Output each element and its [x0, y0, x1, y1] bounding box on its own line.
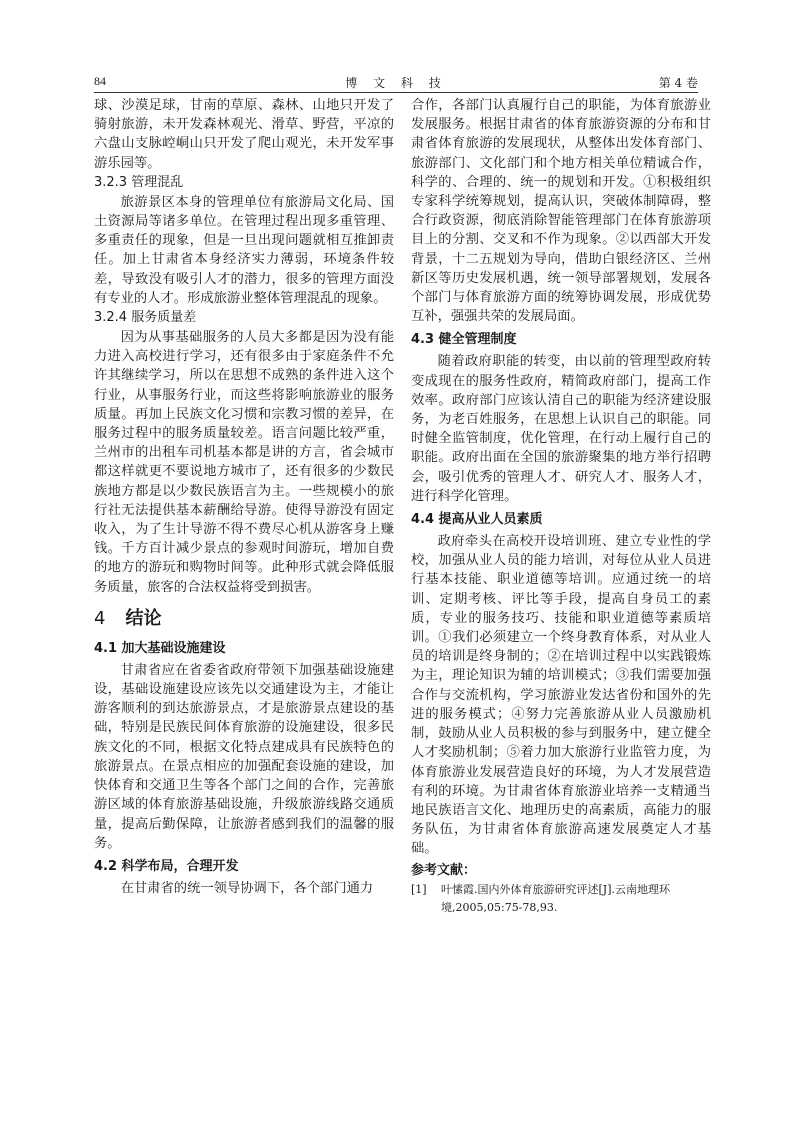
paragraph-layout-start: 在甘肃省的统一领导协调下，各个部门通力: [120, 880, 374, 896]
section-heading-3-2-3: 3.2.3 管理混乱: [94, 174, 184, 190]
running-header: [94, 70, 698, 93]
paragraph-infrastructure: 甘肃省应在省委省政府带领下加强基础设施建设，基础设施建设应该先以交通建设为主，才能让游客顺利的到达旅游景点，才是旅游景点建设的基础，特别是民族民间体育旅游的设施建设，很多民族文化的不同，根据文化特点建成具有民族特色的旅游景点。在景点相应的加强配套设施的建设，加快体育和交通卫生等各个部门之间的合作，完善旅游区域的体育旅游基础设施，升级旅游线路交通质量，提高后勤保障，让旅游者感到我们的温馨的服务。: [94, 662, 394, 851]
section-heading-4-4: 4.4 提高从业人员素质: [411, 512, 543, 528]
page-number: 84: [94, 74, 106, 88]
paragraph-layout-continued: 合作，各部门认真履行自己的职能，为体育旅游业发展服务。根据甘肃省的体育旅游资源的分布和甘肃省体育旅游的发展现状，从整体出发体育部门、旅游部门、文化部门和个地方相关单位精诚合作，科学的、合理的、统一的规划和开发。①积极组织专家科学统筹规划，提高认识，突破体制障碍，整合行政资源，彻底消除智能管理部门在体育旅游项目上的分割、交叉和不作为现象。②以西部大开发背景，十二五规划为导向，借助白银经济区、兰州新区等历史发展机遇，统一领导部署规划，发展各个部门与体育旅游方面的统筹协调发展，形成优势互补，强强共荣的发展局面。: [411, 98, 711, 325]
reference-tag: [1]: [411, 882, 427, 896]
paragraph-management-system: 随着政府职能的转变，由以前的管理型政府转变成现在的服务性政府，精简政府部门，提高工作效率。政府部门应该认清自己的职能为经济建设服务，为老百姓服务，在思想上认识自己的职能。同时健全监管制度，优化管理，在行动上履行自己的职能。政府出面在全国的旅游聚集的地方举行招聘会，吸引优秀的管理人才、研究人才、服务人才，进行科学化管理。: [411, 354, 711, 504]
journal-name: 博 文 科 技: [345, 76, 447, 90]
paragraph-management: 旅游景区本身的管理单位有旅游局文化局、国土资源局等诸多单位。在管理过程出现多重管理、多重责任的现象，但是一旦出现问题就相互推卸责任。加上甘肃省本身经济实力薄弱，环境条件较差，导致没有吸引人才的潜力，很多的管理方面没有专业的人才。形成旅游业整体管理混乱的现象。: [94, 194, 394, 306]
reference-item: [411, 881, 711, 917]
section-number: 4: [94, 607, 106, 629]
right-column: [411, 96, 711, 917]
section-heading-4-1: 4.1 加大基础设施建设: [94, 640, 226, 656]
section-title: 结论: [125, 607, 162, 629]
left-column: [94, 96, 394, 898]
section-heading-4-3: 4.3 健全管理制度: [411, 332, 517, 348]
references-heading: 参考文献：: [411, 862, 477, 878]
paragraph-service-quality: 因为从事基础服务的人员大多都是因为没有能力进入高校进行学习，还有很多由于家庭条件不允许其继续学习，所以在思想不成熟的条件进入这个行业，从事服务行业，而这些将影响旅游业的服务质量。再加上民族文化习惯和宗教习惯的差异，在服务过程中的服务质量较差。语言问题比较严重，兰州市的出租车司机基本都是讲的方言，省会城市都这样就更不要说地方城市了，还有很多的少数民族地方都是以少数民族语言为主。一些规模小的旅行社无法提供基本薪酬给导游。使得导游没有固定收入，为了生计导游不得不费尽心机从游客身上赚钱。千方百计减少景点的参观时间游玩，增加自费的地方的游玩和购物时间等。此种形式就会降低服务质量，旅客的合法权益将受到损害。: [94, 330, 394, 595]
section-heading-3-2-4: 3.2.4 服务质量差: [94, 310, 197, 326]
section-heading-conclusion: [94, 605, 394, 633]
reference-text: 叶愫霞.国内外体育旅游研究评述[J].云南地理环境,2005,05:75-78,93.: [441, 882, 670, 914]
paragraph-staff-quality: 政府牵头在高校开设培训班、建立专业性的学校，加强从业人员的能力培训，对每位从业人员进行基本技能、职业道德等培训。应通过统一的培训、定期考核、评比等手段，提高自身员工的素质，专业的服务技巧、技能和职业道德等素质培训。①我们必须建立一个终身教育体系，对从业人员的培训是终身制的；②在培训过程中以实践锻炼为主，理论知识为辅的培训模式；③我们需要加强合作与交流机构，学习旅游业发达省份和国外的先进的服务模式；④努力完善旅游从业人员激励机制，鼓励从业人员积极的参与到服务中，建立健全人才奖励机制；⑤着力加大旅游行业监管力度，为体育旅游业发展营造良好的环境，为人才发展营造有利的环境。为甘肃省体育旅游业培养一支精通当地民族语言文化、地理历史的高素质，高能力的服务队伍，为甘肃省体育旅游高速发展奠定人才基础。: [411, 534, 711, 857]
volume-label: 第 4 卷: [658, 76, 698, 90]
paragraph-intro: 球、沙漠足球，甘南的草原、森林、山地只开发了骑射旅游，未开发森林观光、滑草、野营，平凉的六盘山支脉崆峒山只开发了爬山观光，未开发军事游乐园等。: [94, 98, 394, 171]
section-heading-4-2: 4.2 科学布局，合理开发: [94, 858, 239, 874]
